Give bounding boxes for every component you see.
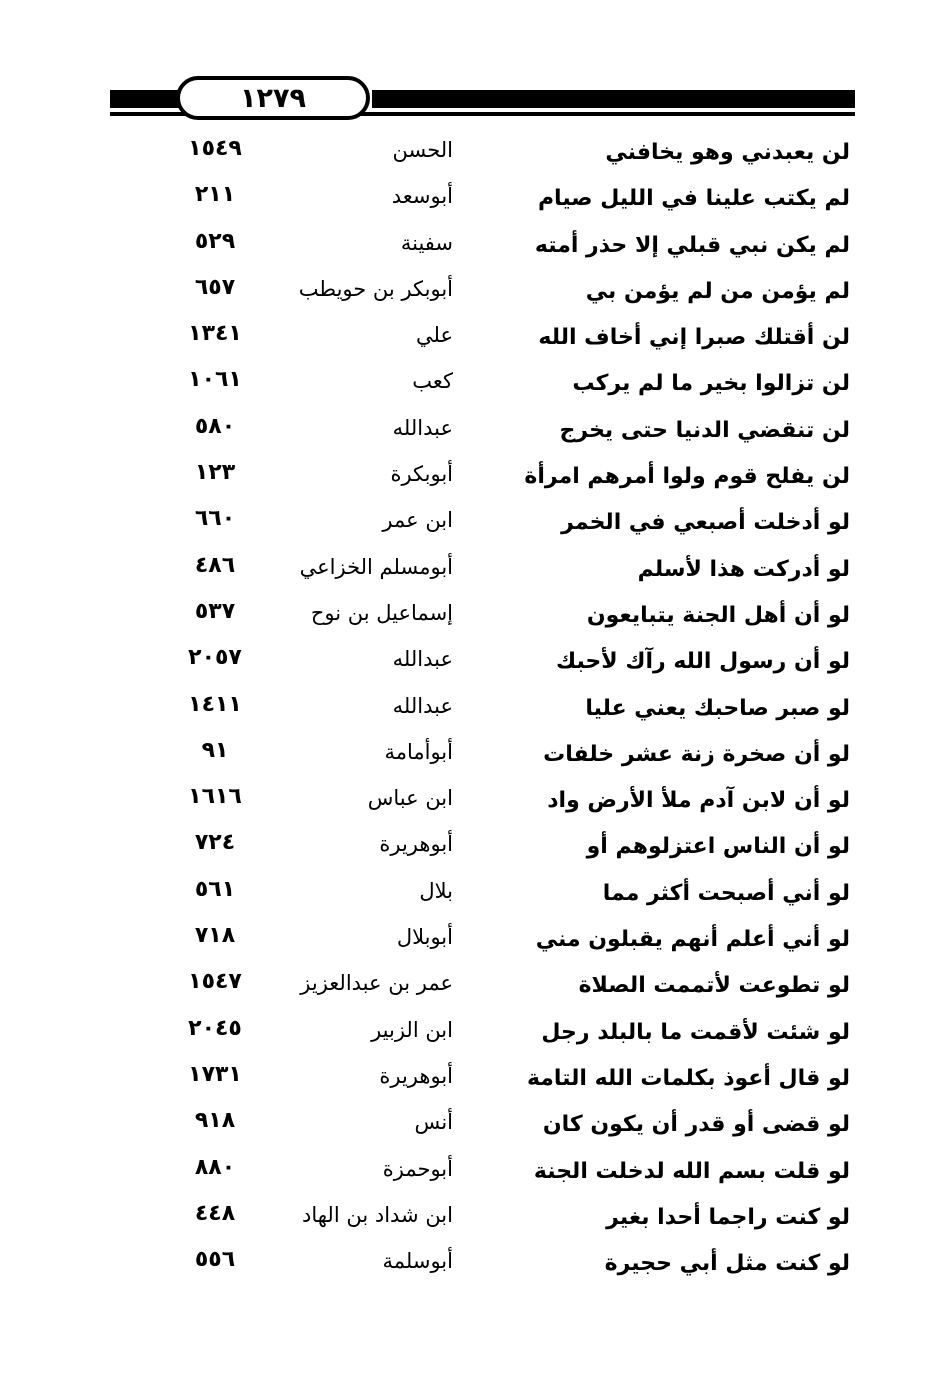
hadith-title: لو قضى أو قدر أن يكون كان	[542, 1112, 850, 1138]
hadith-number: ٩١٨	[194, 1108, 236, 1134]
narrator-name: أبومسلم الخزاعي	[299, 554, 453, 579]
hadith-number: ٧١٨	[194, 923, 236, 949]
index-row	[0, 506, 940, 552]
hadith-title: لو كنت مثل أبي حجيرة	[604, 1251, 850, 1277]
hadith-title: لو أني أصبحت أكثر مما	[602, 880, 850, 906]
narrator-name: عبدالله	[392, 693, 453, 718]
index-row	[0, 1016, 940, 1062]
header-rule-left	[110, 90, 180, 108]
hadith-number: ١٣٤١	[188, 321, 242, 347]
index-row	[0, 367, 940, 413]
hadith-title: لن يفلح قوم ولوا أمرهم امرأة	[524, 464, 850, 490]
index-row	[0, 275, 940, 321]
hadith-title: لو أدخلت أصبعي في الخمر	[561, 510, 850, 536]
narrator-name: أبوسعد	[391, 184, 453, 209]
index-row	[0, 877, 940, 923]
hadith-number: ١٠٦١	[188, 367, 242, 393]
hadith-title: لم يكن نبي قبلي إلا حذر أمته	[534, 232, 850, 258]
hadith-number: ٥٨٠	[194, 413, 236, 439]
hadith-title: لو أني أعلم أنهم يقبلون مني	[535, 927, 850, 953]
hadith-number: ١٦١٦	[188, 784, 242, 810]
hadith-title: لن تزالوا بخير ما لم يركب	[572, 371, 850, 397]
narrator-name: عبدالله	[392, 647, 453, 672]
index-row	[0, 645, 940, 691]
hadith-title: لو كنت راجما أحدا بغير	[606, 1204, 850, 1230]
hadith-number: ٨٨٠	[194, 1154, 236, 1180]
hadith-number: ٧٢٤	[194, 830, 236, 856]
narrator-name: الحسن	[392, 138, 453, 162]
hadith-title: لم يؤمن من لم يؤمن بي	[585, 278, 850, 304]
hadith-number: ١٤١١	[188, 691, 242, 717]
hadith-number: ٤٨٦	[194, 552, 236, 578]
index-table	[0, 136, 940, 1293]
narrator-name: عمر بن عبدالعزيز	[300, 971, 453, 996]
narrator-name: أبوحمزة	[382, 1156, 453, 1181]
hadith-title: لن أقتلك صبرا إني أخاف الله	[538, 325, 850, 351]
hadith-number: ١٥٤٧	[188, 969, 242, 995]
hadith-title: لم يكتب علينا في الليل صيام	[537, 186, 850, 212]
index-row	[0, 414, 940, 460]
hadith-title: لو أن رسول الله رآك لأحبك	[555, 649, 850, 675]
hadith-number: ١٥٤٩	[188, 136, 242, 161]
page-number: ١٢٧٩	[176, 76, 370, 120]
narrator-name: أبوبكرة	[390, 462, 453, 487]
index-row	[0, 1247, 940, 1293]
hadith-number: ٢٠٥٧	[188, 645, 242, 671]
narrator-name: أبوأمامة	[384, 739, 453, 764]
hadith-number: ١٢٣	[194, 460, 236, 486]
narrator-name: أنس	[414, 1110, 453, 1135]
index-row	[0, 784, 940, 830]
index-row	[0, 553, 940, 599]
hadith-number: ٤٤٨	[194, 1200, 236, 1226]
narrator-name: ابن شداد بن الهاد	[302, 1202, 453, 1227]
hadith-number: ٥٣٧	[194, 598, 236, 624]
hadith-title: لو أن لابن آدم ملأ الأرض واد	[547, 788, 850, 814]
narrator-name: بلال	[419, 878, 453, 903]
index-row	[0, 738, 940, 784]
page-header	[110, 74, 855, 126]
hadith-title: لو تطوعت لأتممت الصلاة	[578, 973, 850, 999]
hadith-title: لو قال أعوذ بكلمات الله التامة	[526, 1065, 850, 1091]
narrator-name: أبوبكر بن حويطب	[298, 276, 453, 301]
hadith-number: ٩١	[201, 737, 229, 763]
hadith-number: ٦٦٠	[194, 506, 236, 532]
hadith-number: ١٧٣١	[188, 1061, 242, 1087]
index-row	[0, 599, 940, 645]
narrator-name: إسماعيل بن نوح	[310, 600, 453, 625]
narrator-name: أبوهريرة	[379, 832, 453, 857]
hadith-title: لو قلت بسم الله لدخلت الجنة	[533, 1158, 850, 1184]
narrator-name: ابن الزبير	[371, 1017, 453, 1042]
hadith-title: لو أن أهل الجنة يتبايعون	[586, 602, 850, 628]
narrator-name: أبوهريرة	[379, 1063, 453, 1088]
index-row	[0, 1108, 940, 1154]
hadith-title: لو أن صخرة زنة عشر خلفات	[543, 741, 850, 767]
index-row	[0, 182, 940, 228]
hadith-number: ٥٦١	[194, 876, 236, 902]
hadith-title: لو أن الناس اعتزلوهم أو	[586, 834, 850, 860]
hadith-number: ٢٠٤٥	[188, 1015, 242, 1041]
index-row	[0, 923, 940, 969]
index-row	[0, 830, 940, 876]
narrator-name: علي	[416, 323, 453, 348]
hadith-number: ٥٥٦	[194, 1247, 236, 1273]
hadith-title: لو شئت لأقمت ما بالبلد رجل	[541, 1019, 850, 1045]
narrator-name: عبدالله	[392, 415, 453, 440]
narrator-name: سفينة	[400, 230, 453, 255]
narrator-name: ابن عباس	[367, 786, 453, 811]
index-row	[0, 460, 940, 506]
header-rule-right	[372, 90, 855, 108]
index-row	[0, 229, 940, 275]
index-row	[0, 136, 940, 182]
index-row	[0, 321, 940, 367]
index-row	[0, 969, 940, 1015]
index-row	[0, 692, 940, 738]
index-row	[0, 1201, 940, 1247]
hadith-number: ٦٥٧	[194, 274, 236, 300]
hadith-number: ٥٢٩	[194, 228, 236, 254]
narrator-name: كعب	[412, 369, 453, 394]
narrator-name: أبوبلال	[396, 925, 453, 950]
index-row	[0, 1062, 940, 1108]
index-row	[0, 1155, 940, 1201]
hadith-title: لو صبر صاحبك يعني عليا	[585, 695, 850, 721]
narrator-name: ابن عمر	[382, 508, 453, 533]
hadith-title: لن تنقضي الدنيا حتى يخرج	[559, 417, 850, 443]
hadith-title: لن يعبدني وهو يخافني	[605, 140, 850, 165]
hadith-number: ٢١١	[194, 182, 236, 208]
narrator-name: أبوسلمة	[382, 1249, 453, 1274]
hadith-title: لو أدركت هذا لأسلم	[637, 556, 850, 582]
